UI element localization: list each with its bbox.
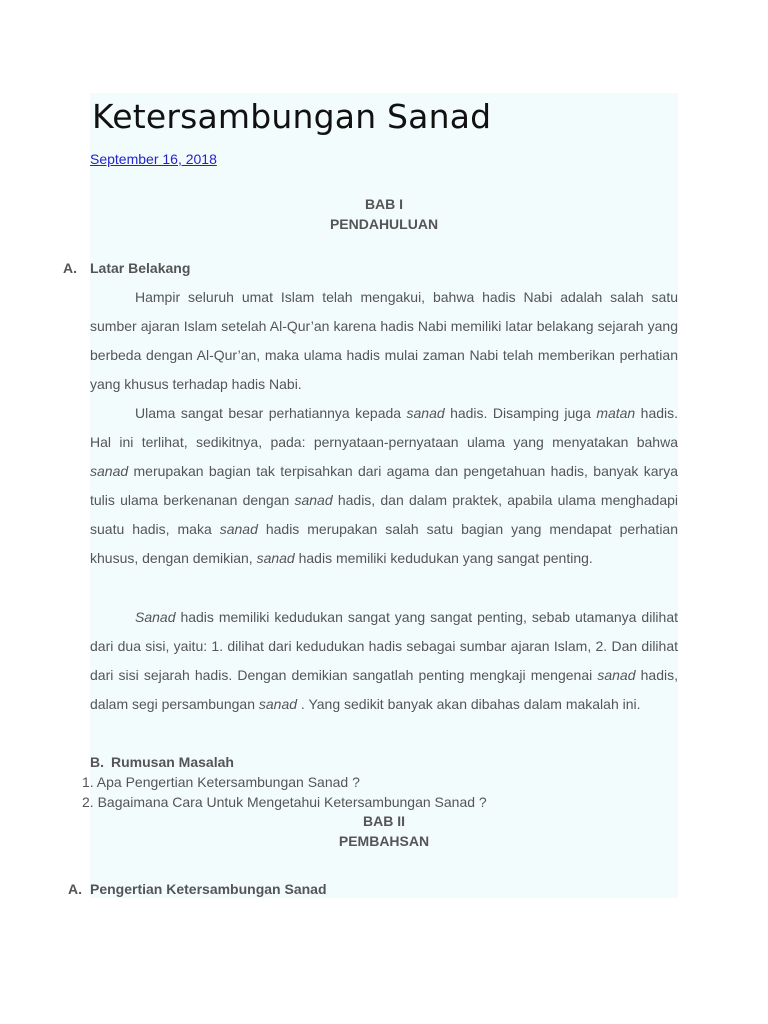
section-a2-title: Pengertian Ketersambungan Sanad	[90, 881, 327, 897]
paragraph-2: Ulama sangat besar perhatiannya kepada sanad hadis. Disamping juga matan hadis. Hal ini terlihat, sedikitnya, pada: pernyataan-pernyataan ulama yang menyatakan bahwa sanad merupakan bagian tak terpisahkan dari agama dan pengetahuan hadis, banyak karya tulis ulama berkenanan dengan sanad hadis, dan dalam praktek, apabila ulama menghadapi suatu hadis, maka sanad hadis merupakan salah satu bagian yang mendapat perhatian khusus, dengan demikian, sanad hadis memiliki kedudukan yang sangat penting.	[90, 405, 679, 566]
section-a-title: Latar Belakang	[90, 260, 191, 276]
paragraph-3: Sanad hadis memiliki kedudukan sangat yang sangat penting, sebab utamanya dilihat dari dua sisi, yaitu: 1. dilihat dari kedudukan hadis sebagai sumbar ajaran Islam, 2. Dan dilihat dari sisi sejarah hadis. Dengan demikian sangatlah penting mengkaji mengenai sanad hadis, dalam segi persambungan sanad . Yang sedikit banyak akan dibahas dalam makalah ini.	[90, 609, 678, 712]
problem-list	[82, 772, 487, 812]
section-a2-number: A.	[68, 881, 82, 897]
list-item: 2. Bagaimana Cara Untuk Mengetahui Ketersambungan Sanad ?	[82, 794, 487, 810]
list-item: 1. Apa Pengertian Ketersambungan Sanad ?	[82, 774, 360, 790]
bab2-title: PEMBAHSAN	[338, 833, 430, 849]
section-b-title: Rumusan Masalah	[111, 754, 234, 770]
section-b-number: B.	[90, 754, 104, 770]
section-a-heading	[63, 258, 190, 278]
bab2-label: BAB II	[363, 813, 405, 829]
paragraph-1: Hampir seluruh umat Islam telah mengakui, bahwa hadis Nabi adalah salah satu sumber ajaran Islam setelah Al-Qur’an karena hadis Nabi memiliki latar belakang sejarah yang berbeda dengan Al-Qur’an, maka ulama hadis mulai zaman Nabi telah memberikan perhatian yang khusus terhadap hadis Nabi.	[90, 289, 678, 392]
section-b-heading	[90, 752, 234, 772]
section-a-number: A.	[63, 260, 77, 276]
post-title: Ketersambungan Sanad	[92, 97, 492, 136]
bab1-title: PENDAHULUAN	[329, 216, 439, 232]
post-date-link[interactable]: September 16, 2018	[90, 151, 217, 167]
bab1-label: BAB I	[364, 196, 404, 212]
section-a2-heading	[68, 879, 327, 899]
